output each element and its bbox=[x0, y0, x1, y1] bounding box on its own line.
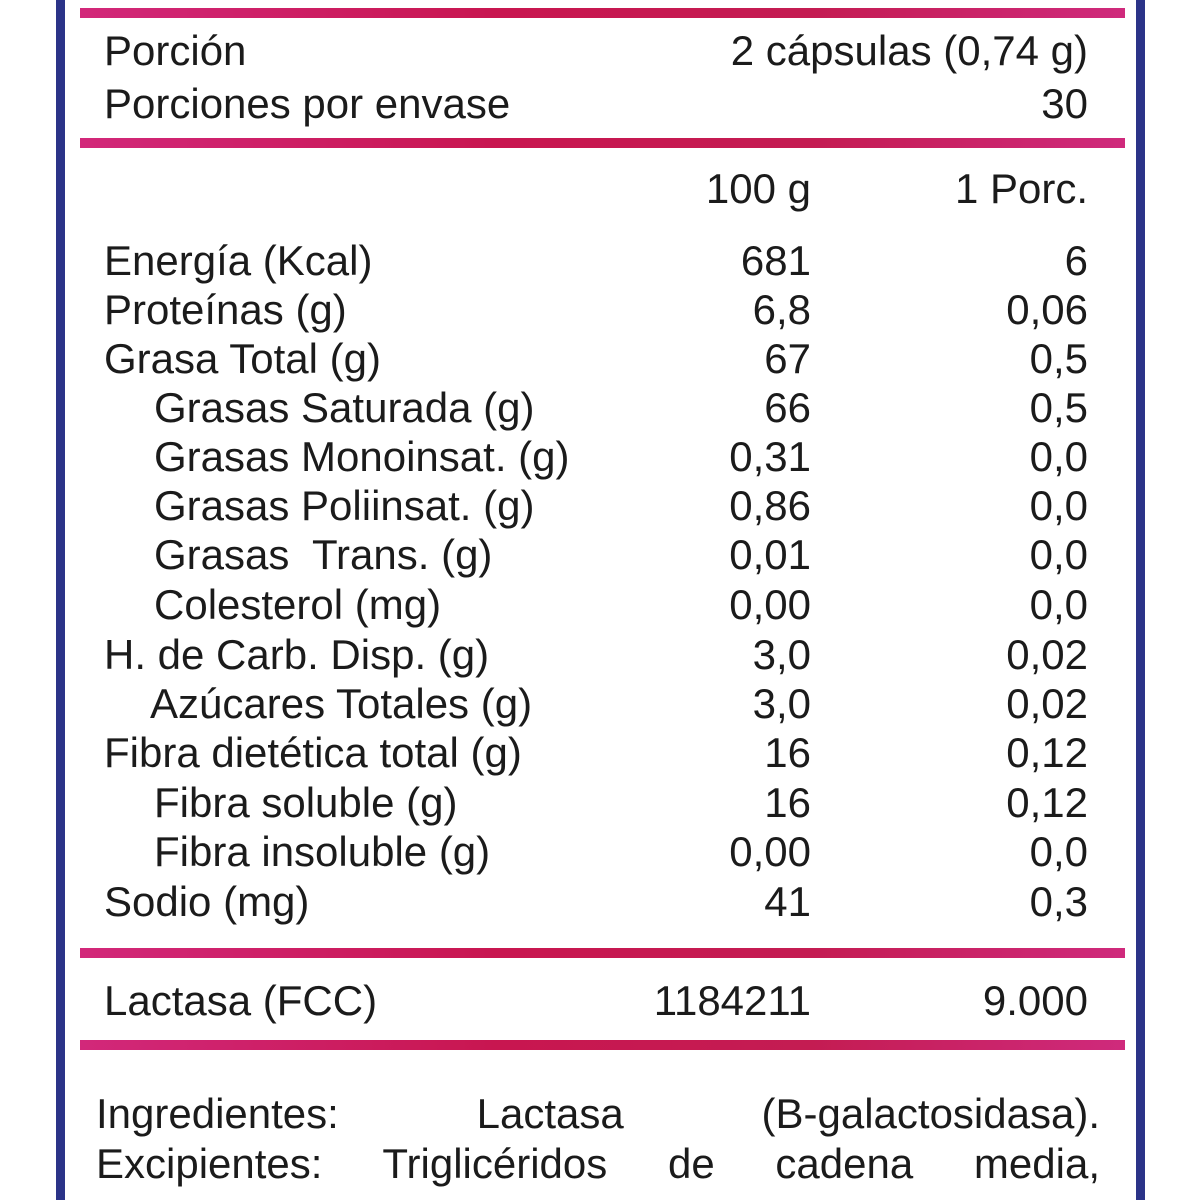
nutrient-sublabel: Azúcares Totales (g) bbox=[150, 680, 533, 727]
nutrient-value-portion: 6 bbox=[1064, 237, 1088, 284]
nutrient-label: Sodio (mg) bbox=[104, 878, 310, 925]
ingredients-line: Excipientes: Triglicéridos de cadena media, bbox=[96, 1140, 1100, 1187]
nutrient-sublabel: Grasas Trans. (g) bbox=[154, 531, 493, 578]
nutrient-value-100g: 3,0 bbox=[752, 680, 811, 727]
nutrient-value-portion: 0,3 bbox=[1029, 878, 1088, 925]
serving-value: 2 cápsulas (0,74 g) bbox=[730, 27, 1088, 74]
column-header-100g: 100 g bbox=[705, 165, 811, 212]
nutrient-sublabel: Grasas Monoinsat. (g) bbox=[154, 433, 570, 480]
nutrient-value-100g: 6,8 bbox=[752, 286, 811, 333]
divider-header bbox=[80, 138, 1125, 148]
nutrient-sublabel: Grasas Poliinsat. (g) bbox=[154, 482, 535, 529]
nutrient-value-100g: 0,00 bbox=[729, 828, 811, 875]
nutrient-value-portion: 0,5 bbox=[1029, 384, 1088, 431]
nutrient-value-portion: 0,0 bbox=[1029, 482, 1088, 529]
divider-ingredients bbox=[80, 1040, 1125, 1050]
frame-left-border bbox=[56, 0, 65, 1200]
divider-enzyme bbox=[80, 948, 1125, 958]
nutrient-sublabel: Grasas Saturada (g) bbox=[154, 384, 535, 431]
nutrient-label: Fibra dietética total (g) bbox=[104, 729, 522, 776]
nutrient-value-100g: 66 bbox=[764, 384, 811, 431]
serving-label: Porción bbox=[104, 27, 247, 74]
column-header-portion: 1 Porc. bbox=[954, 165, 1088, 212]
ingredients-text bbox=[96, 1089, 1100, 1189]
nutrient-label: H. de Carb. Disp. (g) bbox=[104, 631, 490, 678]
nutrient-value-portion: 0,0 bbox=[1029, 531, 1088, 578]
nutrient-value-100g: 16 bbox=[764, 779, 811, 826]
ingredients-line: Ingredientes: Lactasa (B-galactosidasa). bbox=[96, 1090, 1100, 1137]
nutrient-label: Energía (Kcal) bbox=[104, 237, 373, 284]
nutrient-sublabel: Colesterol (mg) bbox=[154, 581, 442, 628]
nutrient-value-100g: 0,86 bbox=[729, 482, 811, 529]
nutrient-value-100g: 3,0 bbox=[752, 631, 811, 678]
nutrient-value-portion: 0,5 bbox=[1029, 335, 1088, 382]
nutrient-value-100g: 681 bbox=[740, 237, 811, 284]
nutrient-value-portion: 0,12 bbox=[1006, 729, 1088, 776]
nutrient-sublabel: Fibra insoluble (g) bbox=[154, 828, 491, 875]
servings-per-container-value: 30 bbox=[1041, 80, 1088, 127]
enzyme-value-portion: 9.000 bbox=[982, 977, 1088, 1024]
enzyme-label: Lactasa (FCC) bbox=[104, 977, 378, 1024]
nutrient-sublabel: Fibra soluble (g) bbox=[154, 779, 458, 826]
nutrient-value-100g: 0,31 bbox=[729, 433, 811, 480]
enzyme-value-100g: 1184211 bbox=[653, 977, 811, 1024]
nutrient-label: Proteínas (g) bbox=[104, 286, 347, 333]
nutrient-value-portion: 0,0 bbox=[1029, 433, 1088, 480]
nutrient-label: Grasa Total (g) bbox=[104, 335, 381, 382]
frame-right-border bbox=[1136, 0, 1145, 1200]
nutrient-value-100g: 16 bbox=[764, 729, 811, 776]
nutrient-value-100g: 67 bbox=[764, 335, 811, 382]
nutrient-value-portion: 0,12 bbox=[1006, 779, 1088, 826]
nutrient-value-100g: 0,00 bbox=[729, 581, 811, 628]
nutrient-value-portion: 0,0 bbox=[1029, 581, 1088, 628]
divider-top bbox=[80, 8, 1125, 18]
nutrient-value-portion: 0,0 bbox=[1029, 828, 1088, 875]
nutrient-value-portion: 0,02 bbox=[1006, 631, 1088, 678]
servings-per-container-label: Porciones por envase bbox=[104, 80, 511, 127]
nutrient-value-portion: 0,06 bbox=[1006, 286, 1088, 333]
nutrient-value-portion: 0,02 bbox=[1006, 680, 1088, 727]
nutrient-value-100g: 41 bbox=[764, 878, 811, 925]
nutrient-value-100g: 0,01 bbox=[729, 531, 811, 578]
